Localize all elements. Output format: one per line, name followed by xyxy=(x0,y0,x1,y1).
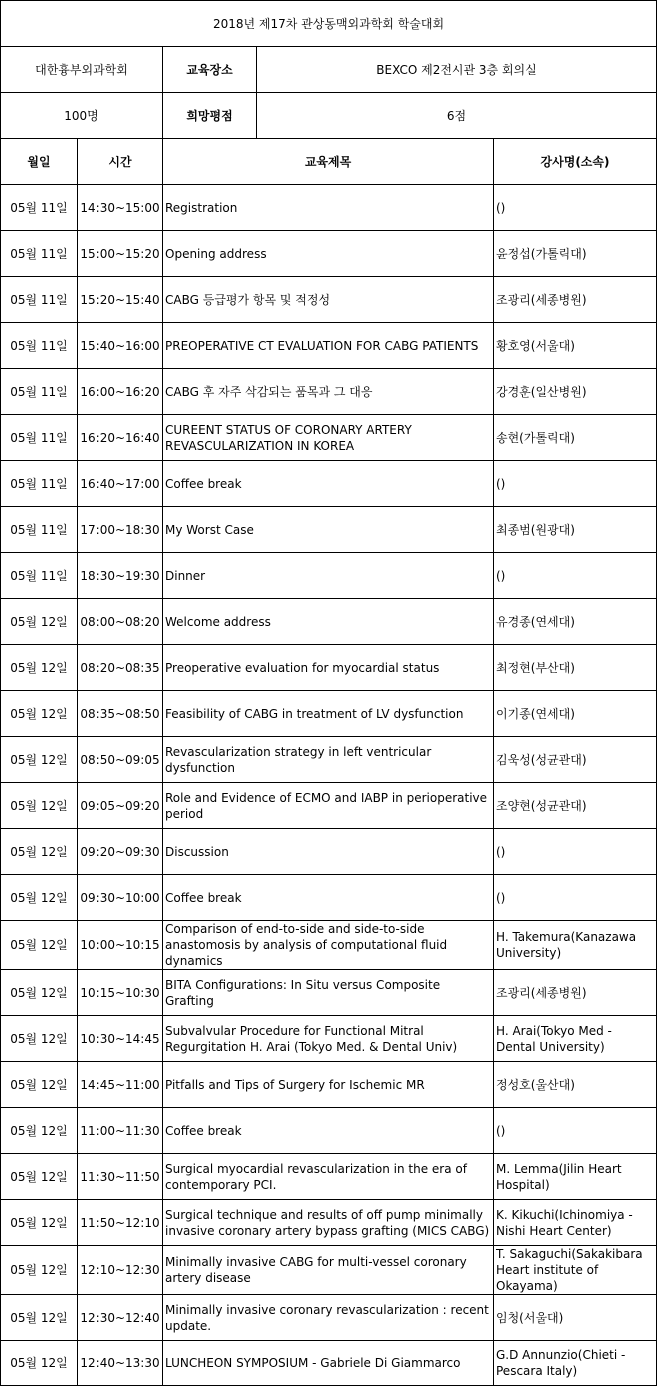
cell-date: 05월 12일 xyxy=(1,1341,78,1386)
cell-topic: Coffee break xyxy=(163,875,494,921)
table-row xyxy=(1,553,657,599)
cell-speaker: 김욱성(성균관대) xyxy=(494,737,657,783)
cell-date: 05월 12일 xyxy=(1,1062,78,1108)
cell-topic: Role and Evidence of ECMO and IABP in perioperative period xyxy=(163,783,494,829)
cell-time: 10:15~10:30 xyxy=(78,970,163,1016)
cell-time: 12:40~13:30 xyxy=(78,1341,163,1386)
cell-time: 12:30~12:40 xyxy=(78,1295,163,1341)
cell-topic: My Worst Case xyxy=(163,507,494,553)
cell-topic: PREOPERATIVE CT EVALUATION FOR CABG PATIENTS xyxy=(163,323,494,369)
cell-speaker: () xyxy=(494,829,657,875)
cell-date: 05월 12일 xyxy=(1,645,78,691)
cell-date: 05월 12일 xyxy=(1,737,78,783)
cell-date: 05월 12일 xyxy=(1,691,78,737)
cell-time: 10:00~10:15 xyxy=(78,921,163,970)
page-title: 2018년 제17차 관상동맥외과학회 학술대회 xyxy=(1,1,657,47)
cell-time: 08:20~08:35 xyxy=(78,645,163,691)
cell-topic: Dinner xyxy=(163,553,494,599)
cell-time: 16:00~16:20 xyxy=(78,369,163,415)
cell-time: 15:40~16:00 xyxy=(78,323,163,369)
table-row xyxy=(1,231,657,277)
cell-date: 05월 12일 xyxy=(1,1200,78,1246)
cell-date: 05월 11일 xyxy=(1,415,78,461)
cell-date: 05월 11일 xyxy=(1,553,78,599)
cell-time: 15:20~15:40 xyxy=(78,277,163,323)
cell-topic: Coffee break xyxy=(163,461,494,507)
cell-topic: Coffee break xyxy=(163,1108,494,1154)
cell-date: 05월 12일 xyxy=(1,829,78,875)
cell-speaker: 송현(가톨릭대) xyxy=(494,415,657,461)
cell-topic: CABG 등급평가 항목 및 적정성 xyxy=(163,277,494,323)
cell-topic: Subvalvular Procedure for Functional Mitral Regurgitation H. Arai (Tokyo Med. & Dental Univ) xyxy=(163,1016,494,1062)
table-row xyxy=(1,970,657,1016)
header-topic: 교육제목 xyxy=(163,139,494,185)
cell-date: 05월 11일 xyxy=(1,369,78,415)
header-date: 월일 xyxy=(1,139,78,185)
table-row xyxy=(1,875,657,921)
cell-topic: BITA Configurations: In Situ versus Composite Grafting xyxy=(163,970,494,1016)
cell-time: 08:00~08:20 xyxy=(78,599,163,645)
table-row xyxy=(1,1108,657,1154)
cell-date: 05월 12일 xyxy=(1,1154,78,1200)
rating: 6점 xyxy=(257,93,657,139)
cell-time: 11:00~11:30 xyxy=(78,1108,163,1154)
cell-topic: LUNCHEON SYMPOSIUM - Gabriele Di Giammarco xyxy=(163,1341,494,1386)
cell-topic: Surgical technique and results of off pump minimally invasive coronary artery bypass grafting (MICS CABG) xyxy=(163,1200,494,1246)
cell-time: 09:20~09:30 xyxy=(78,829,163,875)
cell-time: 10:30~14:45 xyxy=(78,1016,163,1062)
cell-topic: Minimally invasive CABG for multi-vessel coronary artery disease xyxy=(163,1246,494,1295)
table-row xyxy=(1,1200,657,1246)
cell-date: 05월 11일 xyxy=(1,323,78,369)
cell-date: 05월 12일 xyxy=(1,1246,78,1295)
capacity: 100명 xyxy=(1,93,163,139)
cell-time: 11:30~11:50 xyxy=(78,1154,163,1200)
cell-speaker: 임청(서울대) xyxy=(494,1295,657,1341)
table-row xyxy=(1,737,657,783)
cell-date: 05월 12일 xyxy=(1,599,78,645)
cell-time: 12:10~12:30 xyxy=(78,1246,163,1295)
cell-date: 05월 12일 xyxy=(1,1108,78,1154)
cell-speaker: 이기종(연세대) xyxy=(494,691,657,737)
cell-speaker: 조양현(성균관대) xyxy=(494,783,657,829)
table-row xyxy=(1,323,657,369)
cell-time: 11:50~12:10 xyxy=(78,1200,163,1246)
cell-speaker: 정성호(울산대) xyxy=(494,1062,657,1108)
venue-label: 교육장소 xyxy=(163,47,257,93)
cell-speaker: () xyxy=(494,461,657,507)
table-row xyxy=(1,829,657,875)
cell-time: 15:00~15:20 xyxy=(78,231,163,277)
table-row xyxy=(1,1246,657,1295)
cell-date: 05월 11일 xyxy=(1,185,78,231)
cell-date: 05월 12일 xyxy=(1,921,78,970)
cell-topic: Revascularization strategy in left ventricular dysfunction xyxy=(163,737,494,783)
cell-speaker: 유경종(연세대) xyxy=(494,599,657,645)
cell-topic: Feasibility of CABG in treatment of LV dysfunction xyxy=(163,691,494,737)
table-row xyxy=(1,1295,657,1341)
cell-time: 08:50~09:05 xyxy=(78,737,163,783)
cell-date: 05월 12일 xyxy=(1,875,78,921)
table-row xyxy=(1,1341,657,1386)
cell-speaker: () xyxy=(494,185,657,231)
cell-date: 05월 11일 xyxy=(1,507,78,553)
cell-topic: Surgical myocardial revascularization in the era of contemporary PCI. xyxy=(163,1154,494,1200)
cell-date: 05월 12일 xyxy=(1,1295,78,1341)
cell-time: 17:00~18:30 xyxy=(78,507,163,553)
table-row xyxy=(1,691,657,737)
cell-time: 09:30~10:00 xyxy=(78,875,163,921)
cell-topic: Discussion xyxy=(163,829,494,875)
cell-topic: CABG 후 자주 삭감되는 품목과 그 대응 xyxy=(163,369,494,415)
table-row xyxy=(1,1154,657,1200)
cell-topic: Pitfalls and Tips of Surgery for Ischemic MR xyxy=(163,1062,494,1108)
organizer: 대한흉부외과학회 xyxy=(1,47,163,93)
cell-time: 09:05~09:20 xyxy=(78,783,163,829)
header-speaker: 강사명(소속) xyxy=(494,139,657,185)
table-row xyxy=(1,461,657,507)
venue: BEXCO 제2전시관 3층 회의실 xyxy=(257,47,657,93)
cell-date: 05월 11일 xyxy=(1,277,78,323)
cell-topic: Registration xyxy=(163,185,494,231)
cell-speaker: T. Sakaguchi(Sakakibara Heart institute of Okayama) xyxy=(494,1246,657,1295)
cell-speaker: H. Takemura(Kanazawa University) xyxy=(494,921,657,970)
cell-date: 05월 11일 xyxy=(1,461,78,507)
table-row xyxy=(1,645,657,691)
header-time: 시간 xyxy=(78,139,163,185)
cell-speaker: 조광리(세종병원) xyxy=(494,970,657,1016)
cell-speaker: 황호영(서울대) xyxy=(494,323,657,369)
cell-speaker: H. Arai(Tokyo Med - Dental University) xyxy=(494,1016,657,1062)
table-row xyxy=(1,1062,657,1108)
table-row xyxy=(1,369,657,415)
table-row xyxy=(1,277,657,323)
cell-time: 16:40~17:00 xyxy=(78,461,163,507)
cell-topic: Preoperative evaluation for myocardial status xyxy=(163,645,494,691)
table-row xyxy=(1,921,657,970)
cell-time: 18:30~19:30 xyxy=(78,553,163,599)
table-row xyxy=(1,599,657,645)
cell-topic: Welcome address xyxy=(163,599,494,645)
cell-speaker: M. Lemma(Jilin Heart Hospital) xyxy=(494,1154,657,1200)
cell-topic: Minimally invasive coronary revascularization : recent update. xyxy=(163,1295,494,1341)
cell-time: 14:30~15:00 xyxy=(78,185,163,231)
cell-speaker: 강경훈(일산병원) xyxy=(494,369,657,415)
cell-date: 05월 12일 xyxy=(1,1016,78,1062)
cell-speaker: 최종범(원광대) xyxy=(494,507,657,553)
cell-speaker: () xyxy=(494,875,657,921)
cell-time: 08:35~08:50 xyxy=(78,691,163,737)
cell-speaker: G.D Annunzio(Chieti - Pescara Italy) xyxy=(494,1341,657,1386)
cell-speaker: 최정현(부산대) xyxy=(494,645,657,691)
cell-time: 14:45~11:00 xyxy=(78,1062,163,1108)
rating-label: 희망평점 xyxy=(163,93,257,139)
header-row xyxy=(1,139,657,185)
cell-speaker: () xyxy=(494,553,657,599)
cell-topic: CUREENT STATUS OF CORONARY ARTERY REVASCULARIZATION IN KOREA xyxy=(163,415,494,461)
table-row xyxy=(1,415,657,461)
table-row xyxy=(1,185,657,231)
cell-time: 16:20~16:40 xyxy=(78,415,163,461)
cell-speaker: K. Kikuchi(Ichinomiya - Nishi Heart Center) xyxy=(494,1200,657,1246)
cell-date: 05월 12일 xyxy=(1,783,78,829)
cell-topic: Opening address xyxy=(163,231,494,277)
cell-speaker: 윤정섭(가톨릭대) xyxy=(494,231,657,277)
table-row xyxy=(1,783,657,829)
table-row xyxy=(1,1016,657,1062)
cell-date: 05월 12일 xyxy=(1,970,78,1016)
table-row xyxy=(1,507,657,553)
cell-date: 05월 11일 xyxy=(1,231,78,277)
cell-speaker: 조광리(세종병원) xyxy=(494,277,657,323)
cell-topic: Comparison of end-to-side and side-to-side anastomosis by analysis of computational fluid dynamics xyxy=(163,921,494,970)
cell-speaker: () xyxy=(494,1108,657,1154)
